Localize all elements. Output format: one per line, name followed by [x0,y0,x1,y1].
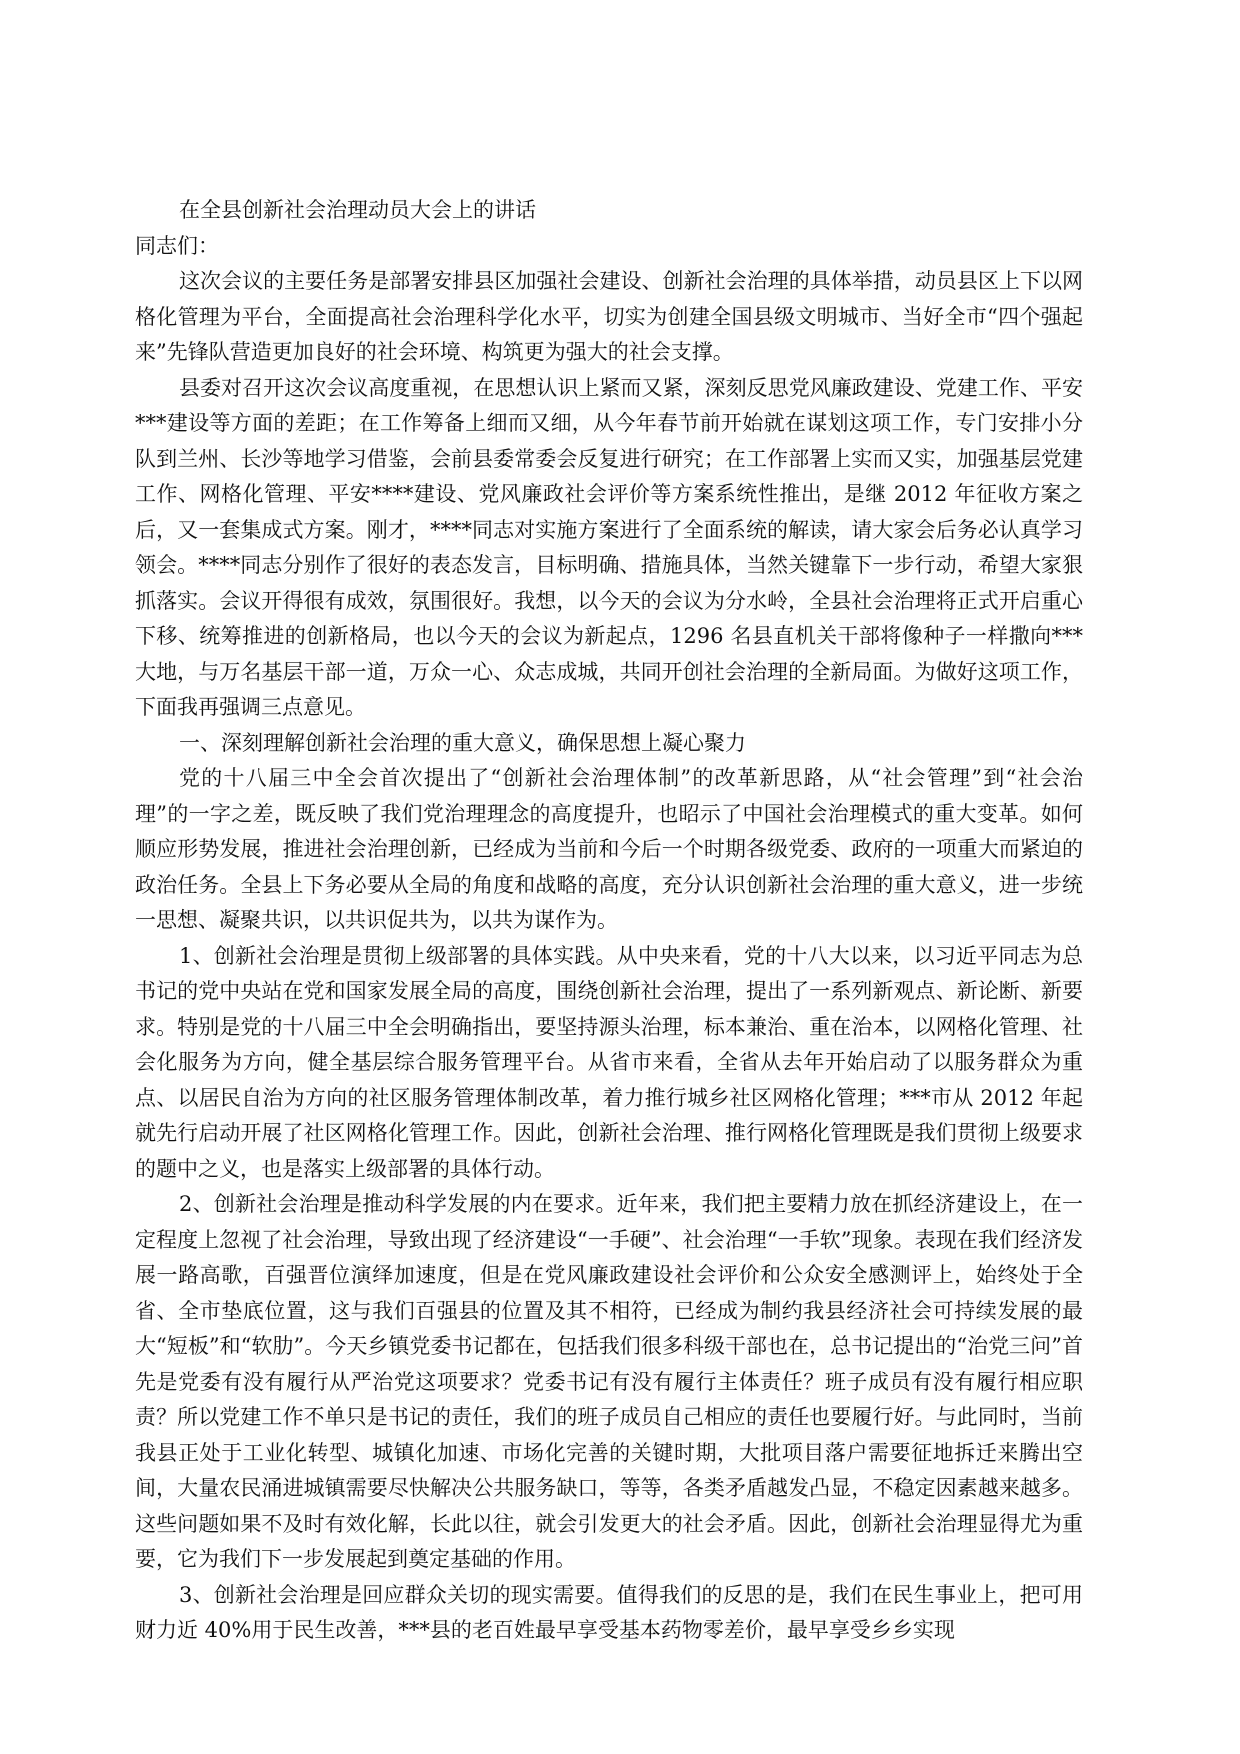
paragraph-point-3: 3、创新社会治理是回应群众关切的现实需要。值得我们的反思的是，我们在民生事业上，把可用财力近 40%用于民生改善，***县的老百姓最早享受基本药物零差价，最早享受乡乡实现 [135,1582,1083,1642]
paragraph-preparation: 县委对召开这次会议高度重视，在思想认识上紧而又紧，深刻反思党风廉政建设、党建工作、平安***建设等方面的差距；在工作筹备上细而又细，从今年春节前开始就在谋划这项工作，专门安排小分队到兰州、长沙等地学习借鉴，会前县委常委会反复进行研究；在工作部署上实而又实，加强基层党建工作、网格化管理、平安****建设、党风廉政社会评价等方案系统性推出，是继 2012 年征收方案之后，又一套集成式方案。刚才，****同志对实施方案进行了全面系统的解读，请大家会后务必认真学习领会。****同志分别作了很好的表态发言，目标明确、措施具体，当然关键靠下一步行动，希望大家狠抓落实。会议开得很有成效，氛围很好。我想，以今天的会议为分水岭，全县社会治理将正式开启重心下移、统筹推进的创新格局，也以今天的会议为新起点，1296 名县直机关干部将像种子一样撒向***大地，与万名基层干部一道，万众一心、众志成城，共同开创社会治理的全新局面。为做好这项工作，下面我再强调三点意见。 [135,375,1083,719]
paragraph-intro: 这次会议的主要任务是部署安排县区加强社会建设、创新社会治理的具体举措，动员县区上下以网格化管理为平台，全面提高社会治理科学化水平，切实为创建全国县级文明城市、当好全市“四个强起来”先锋队营造更加良好的社会环境、构筑更为强大的社会支撑。 [135,269,1083,364]
salutation: 同志们： [135,233,219,258]
document-body [135,193,1083,1649]
paragraph-section-1-intro: 党的十八届三中全会首次提出了“创新社会治理体制”的改革新思路，从“社会管理”到“社会治理”的一字之差，既反映了我们党治理理念的高度提升，也昭示了中国社会治理模式的重大变革。如何顺应形势发展，推进社会治理创新，已经成为当前和今后一个时期各级党委、政府的一项重大而紧迫的政治任务。全县上下务必要从全局的角度和战略的高度，充分认识创新社会治理的重大意义，进一步统一思想、凝聚共识，以共识促共为，以共为谋作为。 [135,766,1083,932]
section-heading-1: 一、深刻理解创新社会治理的重大意义，确保思想上凝心聚力 [179,730,746,755]
document-title: 在全县创新社会治理动员大会上的讲话 [179,198,536,222]
paragraph-point-2: 2、创新社会治理是推动科学发展的内在要求。近年来，我们把主要精力放在抓经济建设上，在一定程度上忽视了社会治理，导致出现了经济建设“一手硬”、社会治理“一手软”现象。表现在我们经济发展一路高歌，百强晋位演绎加速度，但是在党风廉政建设社会评价和公众安全感测评上，始终处于全省、全市垫底位置，这与我们百强县的位置及其不相符，已经成为制约我县经济社会可持续发展的最大“短板”和“软肋”。今天乡镇党委书记都在，包括我们很多科级干部也在，总书记提出的“治党三问”首先是党委有没有履行从严治党这项要求？党委书记有没有履行主体责任？班子成员有没有履行相应职责？所以党建工作不单只是书记的责任，我们的班子成员自己相应的责任也要履行好。与此同时，当前我县正处于工业化转型、城镇化加速、市场化完善的关键时期，大批项目落户需要征地拆迁来腾出空间，大量农民涌进城镇需要尽快解决公共服务缺口，等等，各类矛盾越发凸显，不稳定因素越来越多。这些问题如果不及时有效化解，长此以往，就会引发更大的社会矛盾。因此，创新社会治理显得尤为重要，它为我们下一步发展起到奠定基础的作用。 [135,1192,1083,1571]
paragraph-point-1: 1、创新社会治理是贯彻上级部署的具体实践。从中央来看，党的十八大以来，以习近平同志为总书记的党中央站在党和国家发展全局的高度，围绕创新社会治理，提出了一系列新观点、新论断、新要求。特别是党的十八届三中全会明确指出，要坚持源头治理，标本兼治、重在治本，以网格化管理、社会化服务为方向，健全基层综合服务管理平台。从省市来看，全省从去年开始启动了以服务群众为重点、以居民自治为方向的社区服务管理体制改革，着力推行城乡社区网格化管理；***市从 2012 年起就先行启动开展了社区网格化管理工作。因此，创新社会治理、推行网格化管理既是我们贯彻上级要求的题中之义，也是落实上级部署的具体行动。 [135,943,1083,1181]
